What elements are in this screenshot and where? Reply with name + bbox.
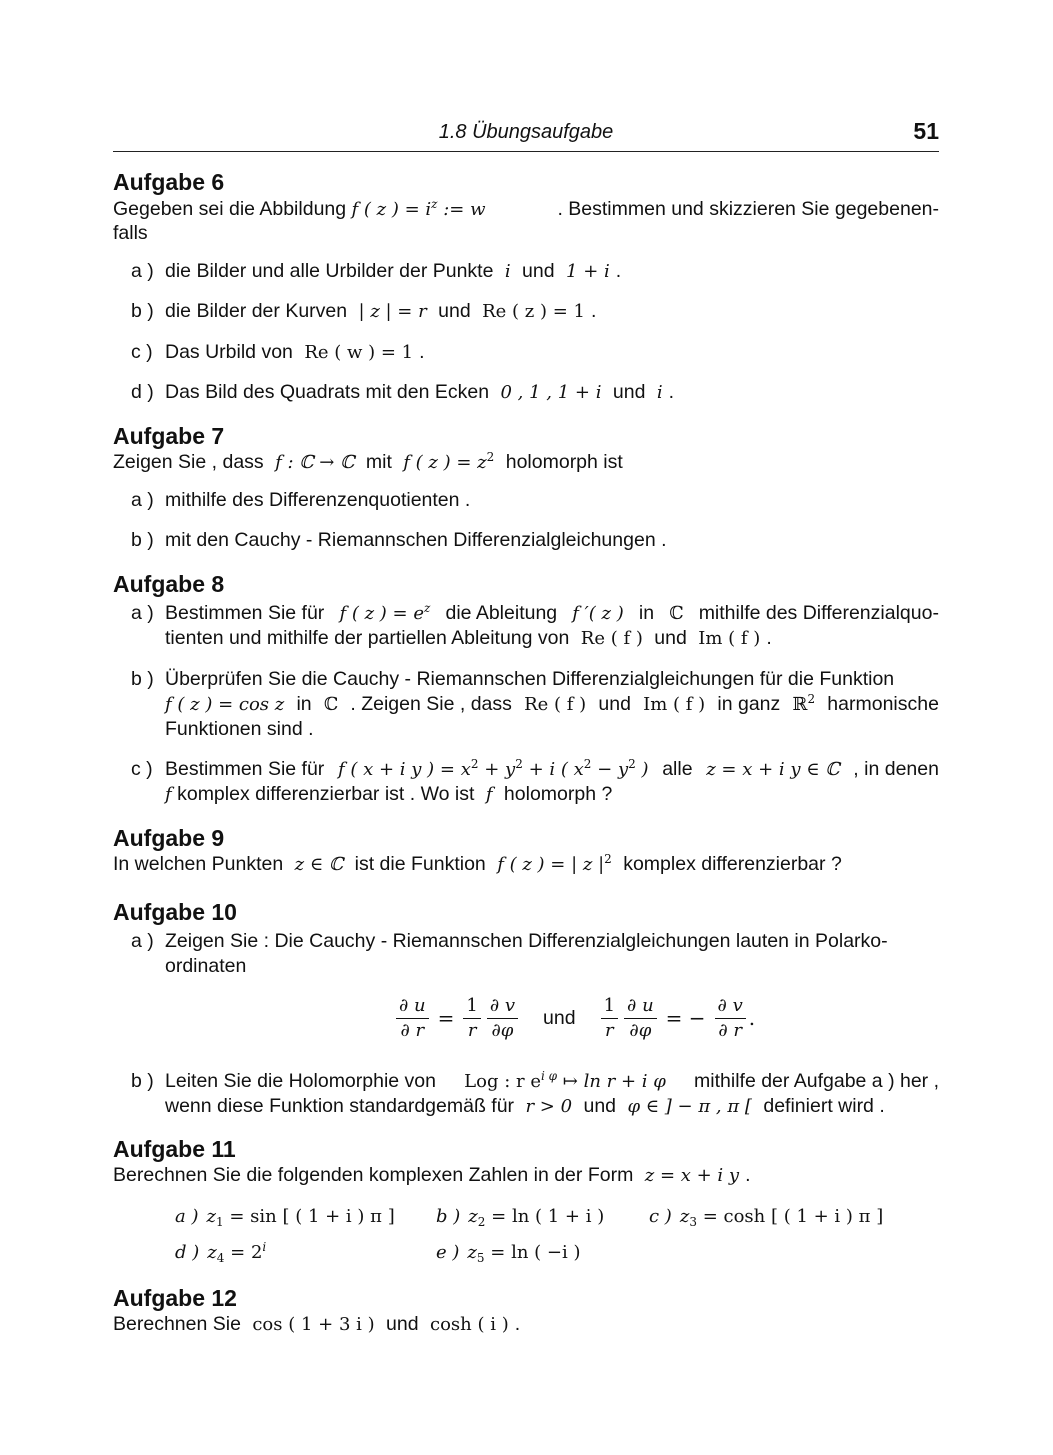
task-8-heading: Aufgabe 8 bbox=[113, 571, 225, 597]
task-6-intro-line-2: falls bbox=[113, 222, 148, 244]
formula: Im ( f ) bbox=[698, 628, 761, 649]
task-11-item-e: e ) $z_5 = \ln$ ( −i ) bbox=[436, 1242, 581, 1265]
item-label: b ) bbox=[131, 668, 154, 690]
item-label: a ) bbox=[131, 930, 154, 952]
formula: f bbox=[165, 784, 172, 805]
task-8-item-b: b ) Überprüfen Sie die Cauchy - Riemannschen Differenzialgleichungen für die Funktion f ( z ) = cos z in ℂ . Zeigen Sie , dass Re ( f ) und Im ( f ) in ganz ℝ$^2$ harmonische Funktionen sind . bbox=[131, 668, 939, 740]
task-10-item-b: b ) Leiten Sie die Holomorphie von Log : r $e^{i \varphi}$ ↦ ln r + i φ mithilfe der Aufgabe a ) her , wenn diese Funktion standardgemäß für r > 0 und φ ∈ ] − π , π [ definiert wird . bbox=[131, 1069, 939, 1117]
item-label: b ) bbox=[131, 300, 154, 322]
formula: f bbox=[485, 784, 493, 805]
item-label: b ) bbox=[131, 1070, 154, 1092]
formula: z ∈ ℂ bbox=[294, 854, 344, 875]
task-6-intro-text-2: . Bestimmen und skizzieren Sie gegebenen- bbox=[557, 198, 939, 220]
formula: f ( z ) = | z $|^2$ bbox=[497, 852, 612, 875]
task-6-item-d: d ) Das Bild des Quadrats mit den Ecken 0 , 1 , 1 + i und i . bbox=[131, 381, 675, 403]
formula: f ( z ) = $z^2$ bbox=[403, 450, 495, 473]
task-7-item-b: b ) mit den Cauchy - Riemannschen Differenzialgleichungen . bbox=[131, 529, 667, 551]
fraction: $\frac{1}{r}$ bbox=[601, 994, 618, 1043]
formula: ℂ bbox=[323, 694, 339, 715]
task-6-heading: Aufgabe 6 bbox=[113, 169, 225, 195]
formula: z = x + i y ∈ ℂ bbox=[706, 759, 840, 780]
formula: cos ( 1 + 3 i ) bbox=[252, 1314, 375, 1335]
formula: z = x + i y bbox=[644, 1165, 740, 1186]
formula: Log : r $e^{i \varphi}$ ↦ ln r + i φ bbox=[464, 1069, 666, 1092]
task-6-item-c: c ) Das Urbild von Re ( w ) = 1 . bbox=[131, 341, 425, 363]
task-12-heading: Aufgabe 12 bbox=[113, 1285, 237, 1311]
formula: Re ( z ) = 1 bbox=[482, 301, 585, 322]
running-title: 1.8 Übungsaufgabe bbox=[438, 121, 614, 143]
item-label: a ) bbox=[131, 489, 154, 511]
task-6-intro-line-1 bbox=[113, 197, 939, 222]
formula: Im ( f ) bbox=[643, 694, 706, 715]
formula: f ( z ) = $e^z$ bbox=[339, 601, 431, 624]
formula: φ ∈ ] − π , π [ bbox=[627, 1096, 752, 1117]
formula: 0 , 1 , 1 + i bbox=[500, 382, 602, 403]
textbook-page bbox=[113, 0, 939, 1455]
formula: Re ( f ) bbox=[580, 628, 643, 649]
task-8-item-a: a ) Bestimmen Sie für f ( z ) = $e^z$ die Ableitung f ′( z ) in ℂ mithilfe des Differenzialquo- tienten und mithilfe der partiellen Ableitung von Re ( f ) und Im ( f ) . bbox=[131, 601, 939, 649]
task-9-heading: Aufgabe 9 bbox=[113, 825, 225, 851]
task-8-item-c: c ) Bestimmen Sie für f ( x + i y ) = $x^2 + y^2 + i$ ( $x^2 - y^2$ ) alle z = x + i y ∈ ℂ , in denen f komplex differenzierbar ist . Wo ist f holomorph ? bbox=[131, 757, 939, 805]
formula: f ( z ) = cos z bbox=[165, 694, 285, 715]
formula: i bbox=[656, 382, 663, 403]
formula: ℝ$^2$ bbox=[792, 692, 816, 715]
item-label: a ) bbox=[131, 260, 154, 282]
fraction: $\frac{\partial v}{\partial r}$ bbox=[715, 994, 746, 1043]
task-11-item-d: d ) $z_4 = 2^i$ bbox=[175, 1240, 267, 1265]
fraction: $\frac{1}{r}$ bbox=[463, 994, 480, 1043]
running-head bbox=[113, 119, 939, 152]
item-label: d ) bbox=[131, 381, 154, 403]
task-11-heading: Aufgabe 11 bbox=[113, 1136, 236, 1162]
formula: Re ( w ) = 1 bbox=[304, 342, 414, 363]
item-label: c ) bbox=[131, 758, 153, 780]
formula: f ( x + i y ) = $x^2 + y^2 + i$ ( $x^2 - y^2$ ) bbox=[337, 757, 649, 780]
formula: cosh ( i ) bbox=[430, 1314, 509, 1335]
formula: f : ℂ → ℂ bbox=[275, 452, 355, 473]
task-7-intro: Zeigen Sie , dass f : ℂ → ℂ mit f ( z ) = $z^2$ holomorph ist bbox=[113, 450, 623, 473]
task-7-item-a: a ) mithilfe des Differenzenquotienten . bbox=[131, 489, 471, 511]
task-11-item-c: c ) $z_3 = \cosh$ [ ( 1 + i ) π ] bbox=[649, 1206, 884, 1229]
task-6-intro-formula: f ( z ) = $i^z$ := w bbox=[351, 197, 486, 220]
formula: ℂ bbox=[669, 603, 684, 624]
formula: r > 0 bbox=[525, 1096, 573, 1117]
item-label: b ) bbox=[131, 529, 154, 551]
formula: i bbox=[504, 261, 511, 282]
formula: 1 + i bbox=[566, 261, 610, 282]
task-6-item-a: a ) die Bilder und alle Urbilder der Punkte i und 1 + i . bbox=[131, 260, 622, 282]
task-11-item-a: a ) $z_1 = \sin$ [ ( 1 + i ) π ] bbox=[175, 1206, 395, 1229]
item-label: a ) bbox=[131, 602, 154, 624]
task-7-heading: Aufgabe 7 bbox=[113, 423, 225, 449]
page-number: 51 bbox=[913, 118, 939, 144]
polar-cauchy-riemann-equations: $\frac{\partial u}{\partial r}$ = $\frac{1}{r}$ $\frac{\partial v}{\partial\varphi}$ und $\frac{1}{r}$ $\frac{\partial u}{\partial\varphi}$ = − $\frac{\partial v}{\partial r}$ . bbox=[393, 988, 761, 1048]
task-6-intro-text: Gegeben sei die Abbildung bbox=[113, 198, 347, 220]
task-10-item-a: a ) Zeigen Sie : Die Cauchy - Riemannschen Differenzialgleichungen lauten in Polarko- ordinaten bbox=[131, 930, 888, 977]
fraction: $\frac{\partial u}{\partial r}$ bbox=[396, 994, 429, 1043]
item-label: c ) bbox=[131, 341, 153, 363]
fraction: $\frac{\partial u}{\partial\varphi}$ bbox=[624, 994, 657, 1043]
formula: f ′( z ) bbox=[572, 603, 624, 624]
task-11-item-b: b ) $z_2 = \ln$ ( 1 + i ) bbox=[436, 1206, 605, 1229]
task-11-text: Berechnen Sie die folgenden komplexen Zahlen in der Form z = x + i y . bbox=[113, 1164, 751, 1186]
fraction: $\frac{\partial v}{\partial\varphi}$ bbox=[487, 994, 518, 1043]
task-9-text: In welchen Punkten z ∈ ℂ ist die Funktion f ( z ) = | z $|^2$ komplex differenzierbar ? bbox=[113, 852, 842, 875]
formula: Re ( f ) bbox=[524, 694, 587, 715]
formula: | z | = r bbox=[358, 301, 427, 322]
task-6-item-b: b ) die Bilder der Kurven | z | = r und Re ( z ) = 1 . bbox=[131, 300, 597, 322]
task-12-text: Berechnen Sie cos ( 1 + 3 i ) und cosh ( i ) . bbox=[113, 1313, 521, 1335]
task-10-heading: Aufgabe 10 bbox=[113, 899, 237, 925]
